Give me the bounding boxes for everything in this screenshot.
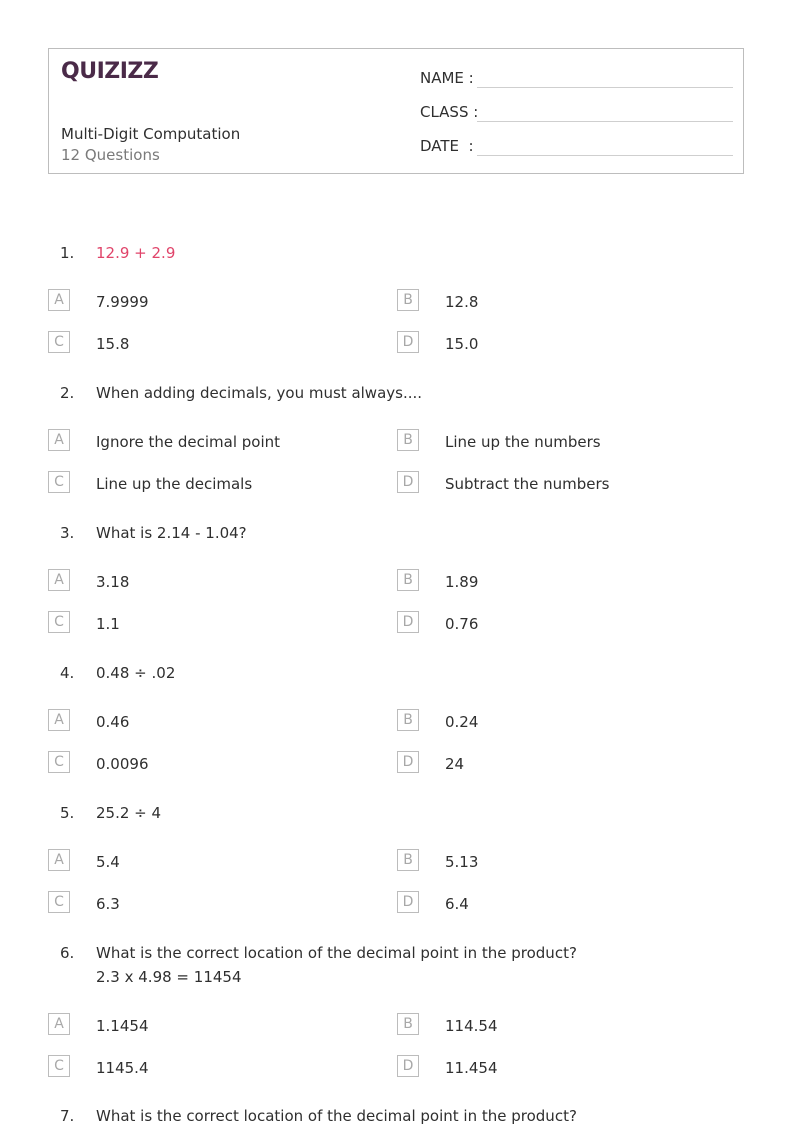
- option-letter-box[interactable]: C: [48, 471, 70, 493]
- option-text: 0.46: [96, 713, 130, 731]
- question-line: What is 2.14 - 1.04?: [96, 524, 247, 542]
- option-letter-box[interactable]: C: [48, 751, 70, 773]
- option-text: 5.4: [96, 853, 120, 871]
- question-text: [96, 241, 175, 265]
- option-text: 15.0: [445, 335, 479, 353]
- option-text: 1.1: [96, 615, 120, 633]
- question-text: [96, 661, 175, 685]
- option-letter-box[interactable]: A: [48, 569, 70, 591]
- option-text: 0.24: [445, 713, 479, 731]
- option-text: 6.3: [96, 895, 120, 913]
- option-letter-box[interactable]: A: [48, 429, 70, 451]
- option-letter-box[interactable]: D: [397, 331, 419, 353]
- option-text: 5.13: [445, 853, 479, 871]
- worksheet-title: Multi-Digit Computation: [61, 125, 241, 143]
- question-number: 5.: [60, 804, 75, 822]
- question-line: 0.48 ÷ .02: [96, 664, 176, 682]
- worksheet-header: [48, 48, 744, 174]
- class-field[interactable]: [420, 103, 478, 121]
- name-field[interactable]: [420, 69, 474, 87]
- question-text: [96, 801, 161, 825]
- option-letter-box[interactable]: B: [397, 849, 419, 871]
- option-letter-box[interactable]: D: [397, 611, 419, 633]
- option-text: 6.4: [445, 895, 469, 913]
- question-count: 12 Questions: [61, 146, 160, 164]
- option-text: Ignore the decimal point: [96, 433, 281, 451]
- option-text: 12.8: [445, 293, 479, 311]
- question-number: 3.: [60, 524, 75, 542]
- date-label: DATE :: [420, 137, 474, 155]
- option-letter-box[interactable]: D: [397, 1055, 419, 1077]
- question-number: 7.: [60, 1107, 75, 1125]
- question-number: 6.: [60, 944, 75, 962]
- option-letter-box[interactable]: A: [48, 289, 70, 311]
- name-label: NAME :: [420, 69, 474, 87]
- option-letter-box[interactable]: D: [397, 471, 419, 493]
- option-text: 0.76: [445, 615, 479, 633]
- question-line: 2.3 x 4.98 = 11454: [96, 968, 242, 986]
- option-text: 24: [445, 755, 465, 773]
- question-line: 25.2 ÷ 4: [96, 804, 162, 822]
- option-text: Line up the decimals: [96, 475, 253, 493]
- option-text: 11.454: [445, 1059, 498, 1077]
- question-number: 4.: [60, 664, 75, 682]
- question-text: [96, 521, 247, 545]
- question-number: 1.: [60, 244, 75, 262]
- class-label: CLASS :: [420, 103, 479, 121]
- option-letter-box[interactable]: A: [48, 709, 70, 731]
- question-line: What is the correct location of the decimal point in the product?: [96, 944, 577, 962]
- question-text: [96, 1104, 577, 1128]
- option-letter-box[interactable]: C: [48, 611, 70, 633]
- option-text: 114.54: [445, 1017, 498, 1035]
- option-text: 7.9999: [96, 293, 149, 311]
- option-letter-box[interactable]: C: [48, 1055, 70, 1077]
- question-line: What is the correct location of the decimal point in the product?: [96, 1107, 577, 1125]
- question-text: [96, 941, 577, 989]
- class-line[interactable]: [477, 121, 733, 122]
- option-letter-box[interactable]: B: [397, 1013, 419, 1035]
- option-text: Subtract the numbers: [445, 475, 610, 493]
- option-text: 3.18: [96, 573, 130, 591]
- date-field[interactable]: [420, 137, 474, 155]
- option-letter-box[interactable]: A: [48, 1013, 70, 1035]
- option-text: Line up the numbers: [445, 433, 601, 451]
- option-letter-box[interactable]: B: [397, 289, 419, 311]
- option-letter-box[interactable]: B: [397, 429, 419, 451]
- question-line: 12.9 + 2.9: [96, 244, 176, 262]
- option-letter-box[interactable]: C: [48, 331, 70, 353]
- option-text: 1.89: [445, 573, 479, 591]
- option-text: 1145.4: [96, 1059, 149, 1077]
- question-number: 2.: [60, 384, 75, 402]
- option-letter-box[interactable]: A: [48, 849, 70, 871]
- option-text: 15.8: [96, 335, 130, 353]
- option-letter-box[interactable]: B: [397, 569, 419, 591]
- date-line[interactable]: [477, 155, 733, 156]
- option-letter-box[interactable]: D: [397, 751, 419, 773]
- quizizz-logo: QUIZIZZ: [61, 59, 159, 84]
- question-text: [96, 381, 422, 405]
- option-text: 0.0096: [96, 755, 149, 773]
- option-letter-box[interactable]: D: [397, 891, 419, 913]
- option-letter-box[interactable]: C: [48, 891, 70, 913]
- name-line[interactable]: [477, 87, 733, 88]
- option-letter-box[interactable]: B: [397, 709, 419, 731]
- option-text: 1.1454: [96, 1017, 149, 1035]
- question-line: When adding decimals, you must always....: [96, 384, 423, 402]
